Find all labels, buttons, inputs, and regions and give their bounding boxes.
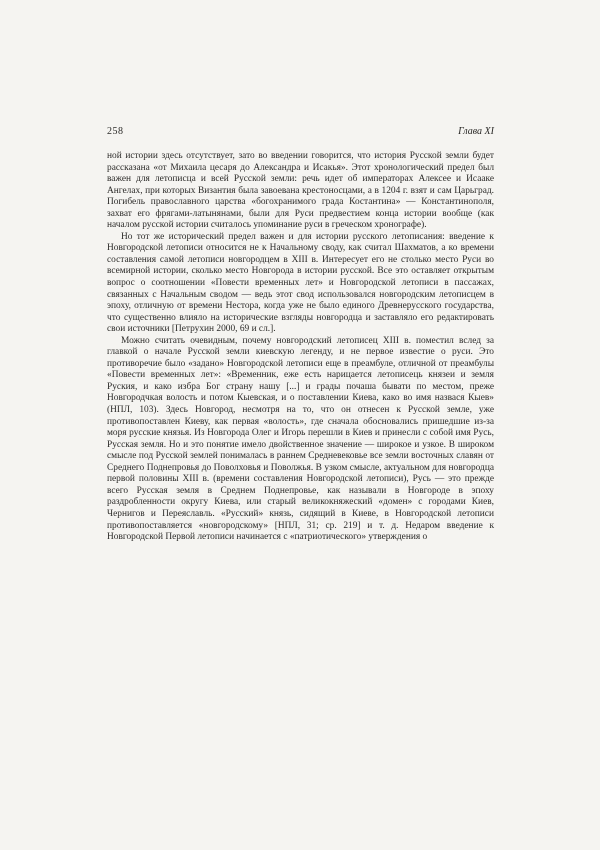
paragraph: Но тот же исторический предел важен и для истории русского летописания: введение к Новгородской летописи относится не к Начальному своду, как считал Шахматов, а ко времени составления самой летописи новгородцем в XIII в. Интересует его не столько место Руси во всемирной истории, сколько место Новгорода в истории русской. Все это оставляет открытым вопрос о соотношении «Повести временных лет» и Новгородской летописи в пассажах, связанных с Начальным сводом — ведь этот свод использовался новгородским летописцем в эпоху, отличную от времени Нестора, когда уже не было единого Древнерусского государства, что существенно влияло на исторические взгляды новгородца и заставляло его редактировать свои источники [Петрухин 2000, 69 и сл.]. [107, 231, 494, 335]
page-number: 258 [107, 126, 124, 137]
paragraph: Можно считать очевидным, почему новгородский летописец XIII в. поместил вслед за главкой о начале Русской земли киевскую легенду, и не первое известие о руси. Это противоречие было «задано» Новгородской летописи еще в преамбуле, отличной от преамбулы «Повести временных лет»: «Временник, еже есть нарицается летописець князеи и земля Руския, и како избра Бог страну нашу [...] и грады почаша бывати по местом, преже Новгородчкая волость и потом Кыевская, и о поставлении Киева, како во имя назвася Кыев» (НПЛ, 103). Здесь Новгород, несмотря на то, что он отнесен к Русской земле, уже противопоставлен Киеву, как первая «волость», где сначала обосновались пришедшие из-за моря русские князья. Из Новгорода Олег и Игорь перешли в Киев и принесли с собой имя Русь, Русская земля. Но и это понятие имело двойственное значение — широкое и узкое. В широком смысле под Русской землей понималась в раннем Средневековье все земли восточных славян от Среднего Поднепровья до Поволховья и Поволжья. В узком смысле, актуальном для новгородца первой половины XIII в. (времени составления Новгородской летописи), Русь — это прежде всего Русская земля в Среднем Поднепровье, как называли в Новгороде в эпоху раздробленности округу Киева, или старый великокняжеский «домен» с городами Киев, Чернигов и Переяславль. «Русский» князь, сидящий в Киеве, в Новгородской летописи противопоставляется «новгородскому» [НПЛ, 31; ср. 219] и т. д. Недаром введение к Новгородской Первой летописи начинается с «патриотического» утверждения о [107, 335, 494, 543]
paragraph-continuation: ной истории здесь отсутствует, зато во введении говорится, что история Русской земли будет рассказана «от Михаила цесаря до Александра и Исакья». Этот хронологический предел был важен для летописца и всей Русской земли: речь идет об императорах Алексее и Исааке Ангелах, при которых Византия была завоевана крестоносцами, а в 1204 г. взят и сам Царьград. Погибель православного царства «богохранимого града Костантина» — Константинополя, захват его фрягами-латынянами, были для Руси предвестием конца истории вообще (как началом русской истории считалось упоминание руси в греческом хронографе). [107, 151, 494, 231]
text-block [107, 151, 494, 544]
page-header [107, 126, 494, 137]
chapter-header: Глава XI [458, 126, 494, 137]
